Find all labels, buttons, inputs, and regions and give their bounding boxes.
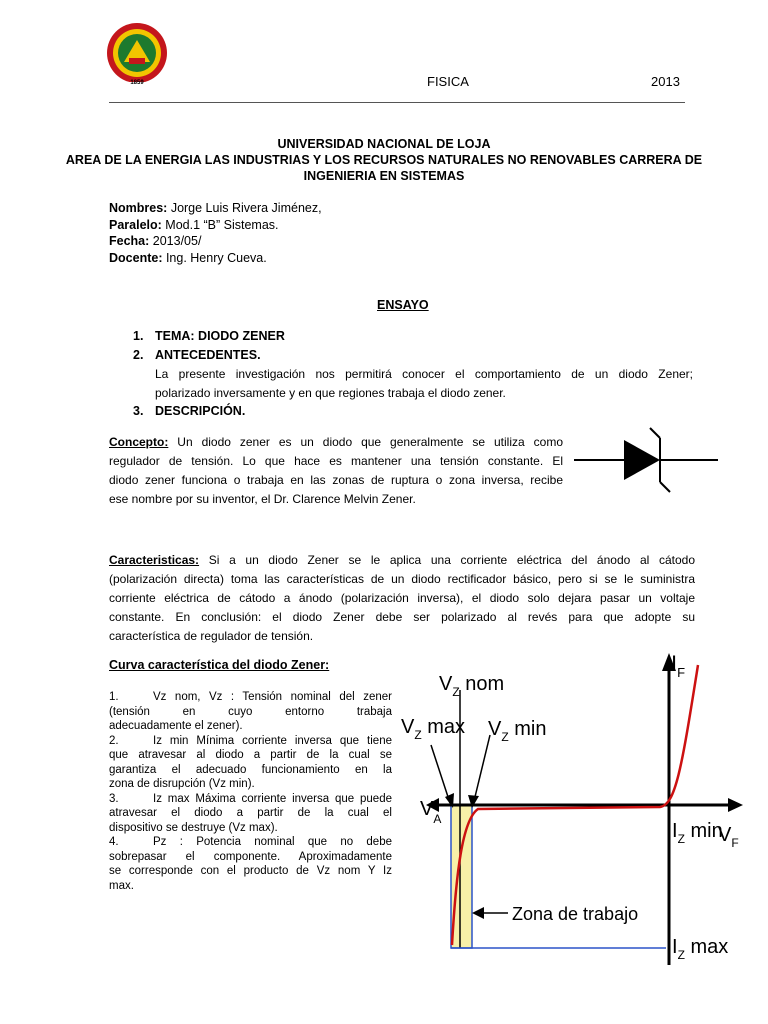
vz-max-arrow bbox=[431, 745, 450, 803]
label-va: $V_A$ bbox=[420, 798, 442, 826]
label-if: $I_F$ bbox=[671, 651, 686, 680]
caracteristicas-paragraph: Caracteristicas: Si a un diodo Zener se le aplica una corriente eléctrica del ánodo al cátodo (polarización directa) toma las características de un diodo rectificador básico, pero si se le suministra corriente eléctrica de cátodo a ánodo (polarización inversa), el diodo solo dejara pasar un voltaje constante. En conclusión: el diodo Zener debe ser polarizado al revés para que adopte su característica de regulador de tensión. bbox=[109, 553, 695, 643]
label-iz-min: $I_Z$ min bbox=[672, 820, 723, 846]
zener-diode-symbol-icon bbox=[572, 420, 722, 500]
label-vz-max: $V_Z$ max bbox=[401, 716, 466, 742]
title-university: UNIVERSIDAD NACIONAL DE LOJA bbox=[277, 137, 491, 151]
info-nombres: Nombres: Jorge Luis Rivera Jiménez, bbox=[109, 201, 322, 215]
info-paralelo: Paralelo: Mod.1 “B” Sistemas. bbox=[109, 217, 279, 232]
label-vf: $V_F$ bbox=[718, 824, 739, 850]
header-subject: FISICA bbox=[427, 74, 469, 89]
vz-min-arrow bbox=[474, 735, 490, 801]
info-docente: Docente: Ing. Henry Cueva. bbox=[109, 250, 267, 265]
ensayo-heading: ENSAYO bbox=[377, 298, 429, 312]
caracteristicas-label: Caracteristicas: bbox=[109, 553, 200, 567]
curva-title: Curva característica del diodo Zener: bbox=[109, 658, 330, 672]
label-vz-nom: $V_Z$ nom bbox=[439, 673, 505, 699]
curva-item-2: 2. Iz min Mínima corriente inversa que tiene que atravesar al diodo a partir de la cual se garantiza el adecuado funcionamiento en la zona de disrupción (Vz min). bbox=[109, 734, 392, 790]
title-area: AREA DE LA ENERGIA LAS INDUSTRIAS Y LOS RECURSOS NATURALES NO RENOVABLES CARRERA DE bbox=[65, 153, 703, 167]
curva-item-1: 1. Vz nom, Vz : Tensión nominal del zener (tensión en cuyo entorno trabaja adecuadamente el zener). bbox=[109, 691, 392, 732]
info-block bbox=[109, 200, 322, 266]
curva-item-3: 3. Iz max Máxima corriente inversa que puede atravesar el diodo a partir de la cual el dispositivo se destruye (Vz max). bbox=[109, 792, 392, 834]
label-iz-max: $I_Z$ max bbox=[672, 936, 729, 962]
label-vz-min: $V_Z$ min bbox=[488, 718, 547, 744]
header-rule bbox=[109, 102, 685, 103]
section-antecedentes: 2. ANTECEDENTES. bbox=[133, 348, 261, 362]
concepto-label: Concepto: bbox=[109, 435, 169, 449]
logo-year: 1859 bbox=[130, 80, 144, 86]
zona-arrow-head-icon bbox=[472, 907, 484, 919]
section-descripcion: 3. DESCRIPCIÓN. bbox=[133, 404, 246, 418]
label-zona-trabajo: Zona de trabajo bbox=[512, 904, 639, 924]
zener-curve-graph bbox=[398, 645, 743, 975]
info-fecha: Fecha: 2013/05/ bbox=[109, 234, 202, 248]
concepto-paragraph: Concepto: Un diodo zener es un diodo que generalmente se utiliza como regulador de tensión. Lo que hace es mantener una tensión constante. El diodo zener funciona o trabaja en las zonas de ruptura o zona inversa, recibe ese nombre por su inventor, el Dr. Clarence Melvin Zener. bbox=[109, 435, 563, 506]
title-career: INGENIERIA EN SISTEMAS bbox=[303, 169, 465, 183]
curva-item-4: 4. Pz : Potencia nominal que no debe sobrepasar el componente. Aproximadamente se corresponde con el producto de Vz nom Y Iz max. bbox=[109, 836, 392, 892]
university-logo bbox=[104, 22, 170, 90]
curva-list bbox=[109, 690, 392, 893]
header-year: 2013 bbox=[651, 74, 680, 89]
horizontal-axis-arrow-icon bbox=[728, 798, 743, 812]
section-tema: 1. TEMA: DIODO ZENER bbox=[133, 329, 285, 343]
antecedentes-text: La presente investigación nos permitirá conocer el comportamiento de un diodo Zener; polarizado inversamente y en que regiones trabaja el diodo zener. bbox=[155, 367, 693, 400]
